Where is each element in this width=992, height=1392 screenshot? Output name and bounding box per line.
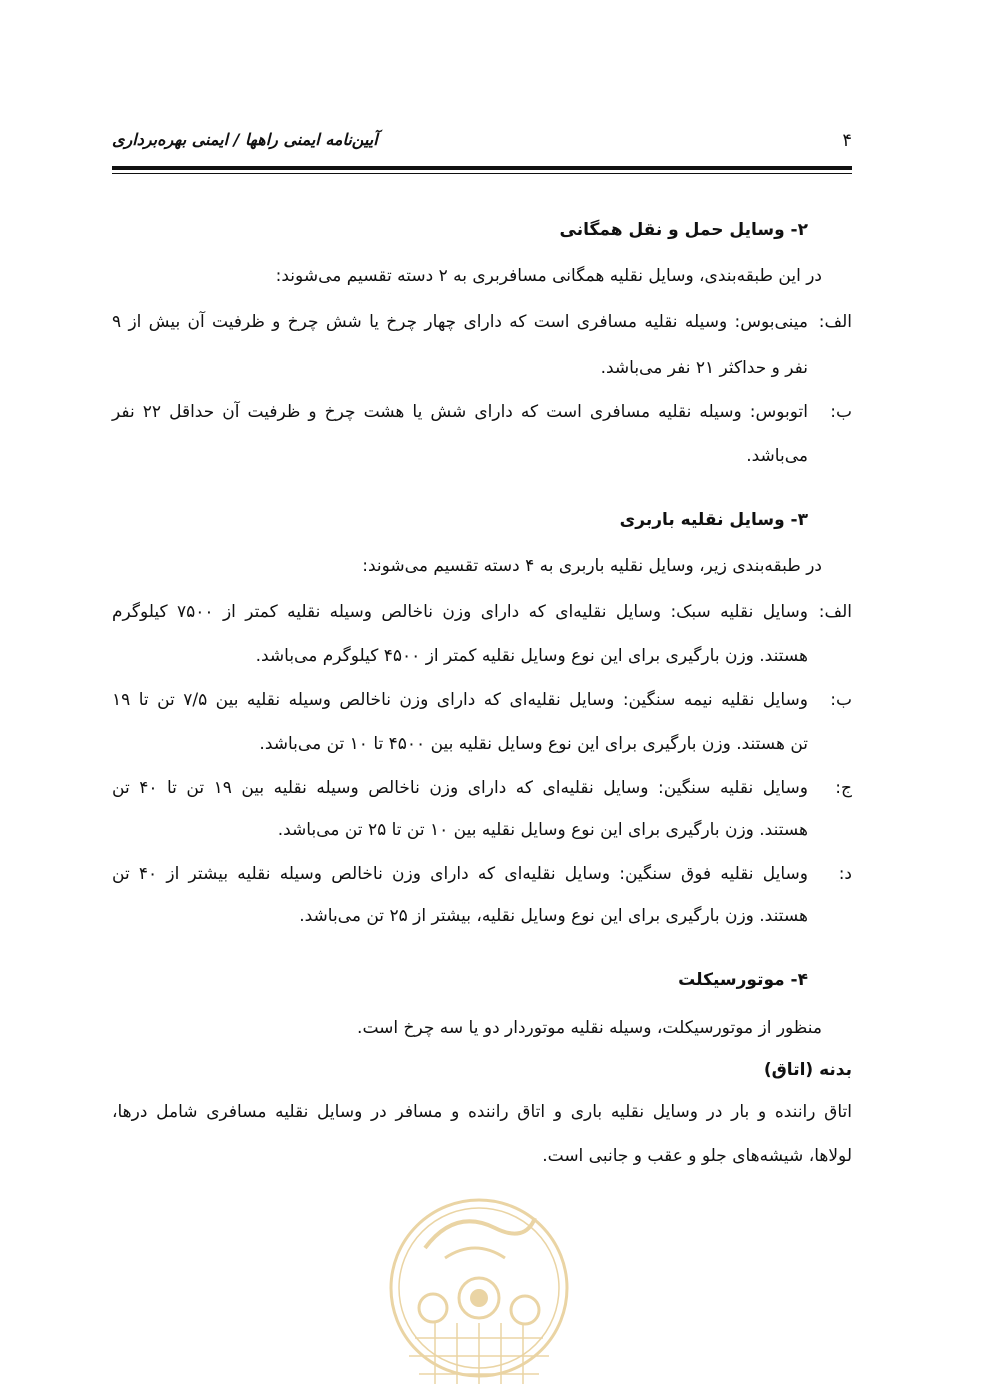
subheading: بدنه (اتاق) [763, 1060, 852, 1080]
publisher-seal-icon [385, 1188, 573, 1388]
list-item-line: می‌باشد. [746, 446, 808, 466]
list-item-line: نفر و حداکثر ۲۱ نفر می‌باشد. [600, 358, 808, 378]
section-heading: ۴- موتورسیکلت [678, 970, 808, 990]
header-rule-thin [112, 173, 852, 174]
section-heading: ۲- وسایل حمل و نقل همگانی [559, 220, 808, 240]
header-rule-thick [112, 166, 852, 170]
list-item-line: مینی‌بوس: وسیله نقلیه مسافری است که دارای چهار چرخ یا شش چرخ و ظرفیت آن بیش از ۹ [112, 312, 808, 332]
paragraph-line: لولاها، شیشه‌های جلو و عقب و جانبی است. [542, 1146, 852, 1166]
list-item-line: وسایل نقلیه نیمه سنگین: وسایل نقلیه‌ای که دارای وزن ناخالص وسیله نقلیه بین ۷/۵ تن تا ۱۹ [112, 690, 808, 710]
list-marker: الف: [818, 602, 852, 622]
list-item-line: هستند. وزن بارگیری برای این نوع وسایل نقلیه بین ۱۰ تن تا ۲۵ تن می‌باشد. [277, 820, 808, 840]
list-item-line: وسایل نقلیه فوق سنگین: وسایل نقلیه‌ای که دارای وزن ناخالص وسیله نقلیه بیشتر از ۴۰ تن [112, 864, 808, 884]
paragraph-line: اتاق راننده و بار در وسایل نقلیه باری و اتاق راننده و مسافر در وسایل نقلیه مسافری شامل درها، [112, 1102, 852, 1122]
section-intro: در طبقه‌بندی زیر، وسایل نقلیه باربری به ۴ دسته تقسیم می‌شوند: [362, 556, 822, 576]
list-marker: د: [838, 864, 852, 884]
section-intro: در این طبقه‌بندی، وسایل نقلیه همگانی مسافربری به ۲ دسته تقسیم می‌شوند: [275, 266, 822, 286]
list-item-line: تن هستند. وزن بارگیری برای این نوع وسایل نقلیه بین ۴۵۰۰ تا ۱۰ تن می‌باشد. [259, 734, 808, 754]
page-header [112, 128, 852, 158]
page-number: ۴ [842, 130, 852, 151]
paragraph: منظور از موتورسیکلت، وسیله نقلیه موتوردار دو یا سه چرخ است. [357, 1018, 822, 1038]
list-item-line: اتوبوس: وسیله نقلیه مسافری است که دارای شش یا هشت چرخ و ظرفیت آن حداقل ۲۲ نفر [112, 402, 808, 422]
list-item-line: هستند. وزن بارگیری برای این نوع وسایل نقلیه، بیشتر از ۲۵ تن می‌باشد. [299, 906, 808, 926]
list-marker: ب: [830, 690, 852, 710]
section-heading: ۳- وسایل نقلیه باربری [619, 510, 808, 530]
list-item-line: هستند. وزن بارگیری برای این نوع وسایل نقلیه کمتر از ۴۵۰۰ کیلوگرم می‌باشد. [255, 646, 808, 666]
list-marker: ب: [830, 402, 852, 422]
list-item-line: وسایل نقلیه سنگین: وسایل نقلیه‌ای که دارای وزن ناخالص وسیله نقلیه بین ۱۹ تن تا ۴۰ تن [112, 778, 809, 798]
list-marker: ج: [835, 778, 852, 798]
running-title: آیین‌نامه ایمنی راهها / ایمنی بهره‌برداری [112, 130, 378, 149]
list-marker: الف: [818, 312, 852, 332]
list-item-line: وسایل نقلیه سبک: وسایل نقلیه‌ای که دارای وزن ناخالص وسیله نقلیه کمتر از ۷۵۰۰ کیلوگرم [112, 602, 808, 622]
